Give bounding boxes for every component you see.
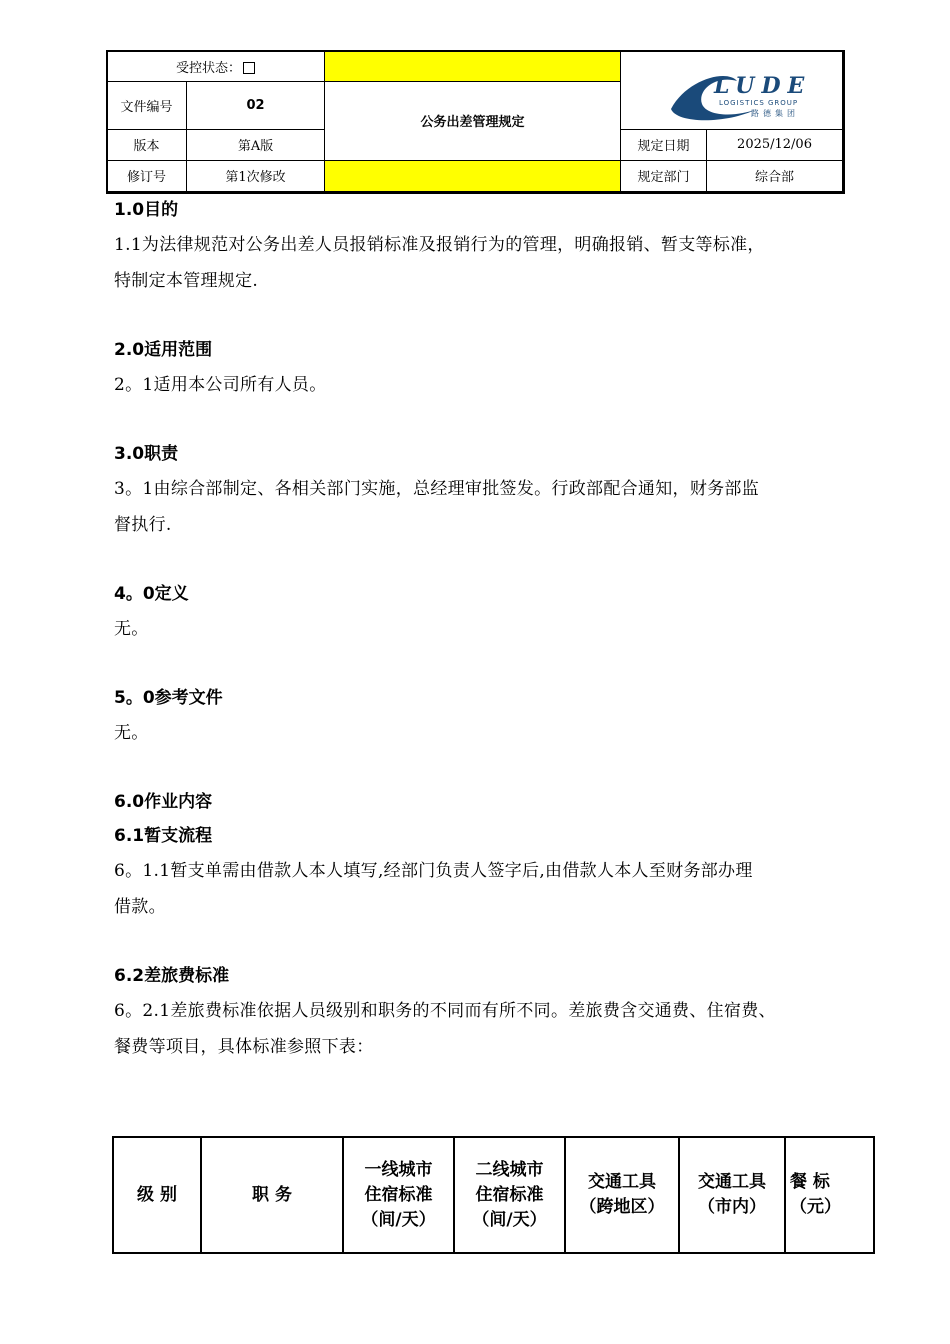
section-paragraph: 餐费等项目，具体标准参照下表：: [114, 1037, 374, 1057]
revision-value: 第1次修改: [187, 160, 325, 191]
date-value: 2025/12/06: [707, 129, 843, 160]
controlled-status-checkbox[interactable]: [243, 62, 255, 74]
company-logo: [621, 51, 842, 129]
section-subheading: 6.1暂支流程: [114, 826, 213, 846]
header-level: [113, 1137, 201, 1253]
travel-standard-table: [112, 1136, 873, 1254]
section-heading: 2.0适用范围: [114, 340, 213, 360]
section-subheading: 6.2差旅费标准: [114, 966, 230, 986]
section-heading: 6.0作业内容: [114, 792, 213, 812]
header-line: （间/天）: [361, 1209, 436, 1230]
header-line: （市内）: [698, 1197, 766, 1217]
section-paragraph: 3。1由综合部制定、各相关部门实施，总经理审批签发。行政部配合通知，财务部监: [114, 479, 760, 499]
header-line: 住宿标准: [475, 1184, 544, 1205]
section-paragraph: 2。1适用本公司所有人员。: [114, 375, 327, 395]
header-line: 一线城市: [364, 1159, 433, 1180]
header-line: 交通工具: [588, 1172, 656, 1192]
document-body: [114, 193, 854, 1065]
date-label: 规定日期: [621, 129, 707, 160]
section-paragraph: 1.1为法律规范对公务出差人员报销标准及报销行为的管理，明确报销、暂支等标准，: [114, 235, 765, 255]
header-transport-city: [679, 1137, 785, 1253]
dept-value: 综合部: [707, 160, 843, 191]
header-line: 二线城市: [475, 1159, 544, 1180]
section-heading: 4。0定义: [114, 584, 189, 604]
header-tier1-lodging: [343, 1137, 454, 1253]
header-yellow-top: [325, 51, 621, 82]
section-paragraph: 特制定本管理规定.: [114, 271, 259, 291]
section-paragraph: 6。1.1暂支单需由借款人本人填写,经部门负责人签字后,由借款人本人至财务部办理: [114, 861, 753, 881]
version-label: 版本: [107, 129, 187, 160]
header-line: （间/天）: [472, 1209, 547, 1230]
section-paragraph: 6。2.1差旅费标准依据人员级别和职务的不同而有所不同。差旅费含交通费、住宿费、: [114, 1001, 776, 1021]
header-yellow-bottom: [325, 160, 621, 191]
logo-cell: [621, 51, 843, 130]
header-line: 职 务: [252, 1184, 292, 1205]
controlled-status-cell: [107, 51, 325, 82]
section-paragraph: 无。: [114, 619, 149, 639]
header-line: （跨地区）: [579, 1197, 665, 1217]
file-no-label: 文件编号: [107, 82, 187, 129]
header-line: 住宿标准: [364, 1184, 433, 1205]
logo-chinese: 路德集团: [751, 109, 800, 118]
file-no-value: 02: [187, 82, 325, 129]
section-paragraph: 借款。: [114, 897, 166, 917]
header-line: 交通工具: [698, 1172, 766, 1192]
section-heading: 3.0职责: [114, 444, 179, 464]
dept-label: 规定部门: [621, 160, 707, 191]
version-value: 第A版: [187, 129, 325, 160]
logo-subtext: LOGISTICS GROUP: [719, 99, 799, 107]
header-tier2-lodging: [454, 1137, 565, 1253]
header-transport-cross-region: [565, 1137, 679, 1253]
section-paragraph: 无。: [114, 723, 149, 743]
section-heading: 1.0目的: [114, 200, 179, 220]
revision-label: 修订号: [107, 160, 187, 191]
header-meal-standard: [785, 1137, 874, 1253]
section-heading: 5。0参考文件: [114, 688, 223, 708]
header-line: 级 别: [137, 1184, 177, 1205]
document-header-table: [106, 50, 842, 192]
header-line: 餐 标: [790, 1172, 830, 1192]
document-title: 公务出差管理规定: [325, 82, 621, 161]
header-line: （元）: [790, 1197, 841, 1217]
logo-text: LUDE: [714, 73, 812, 99]
section-paragraph: 督执行.: [114, 515, 172, 535]
controlled-status-label: 受控状态：: [176, 60, 242, 76]
header-position: [201, 1137, 343, 1253]
